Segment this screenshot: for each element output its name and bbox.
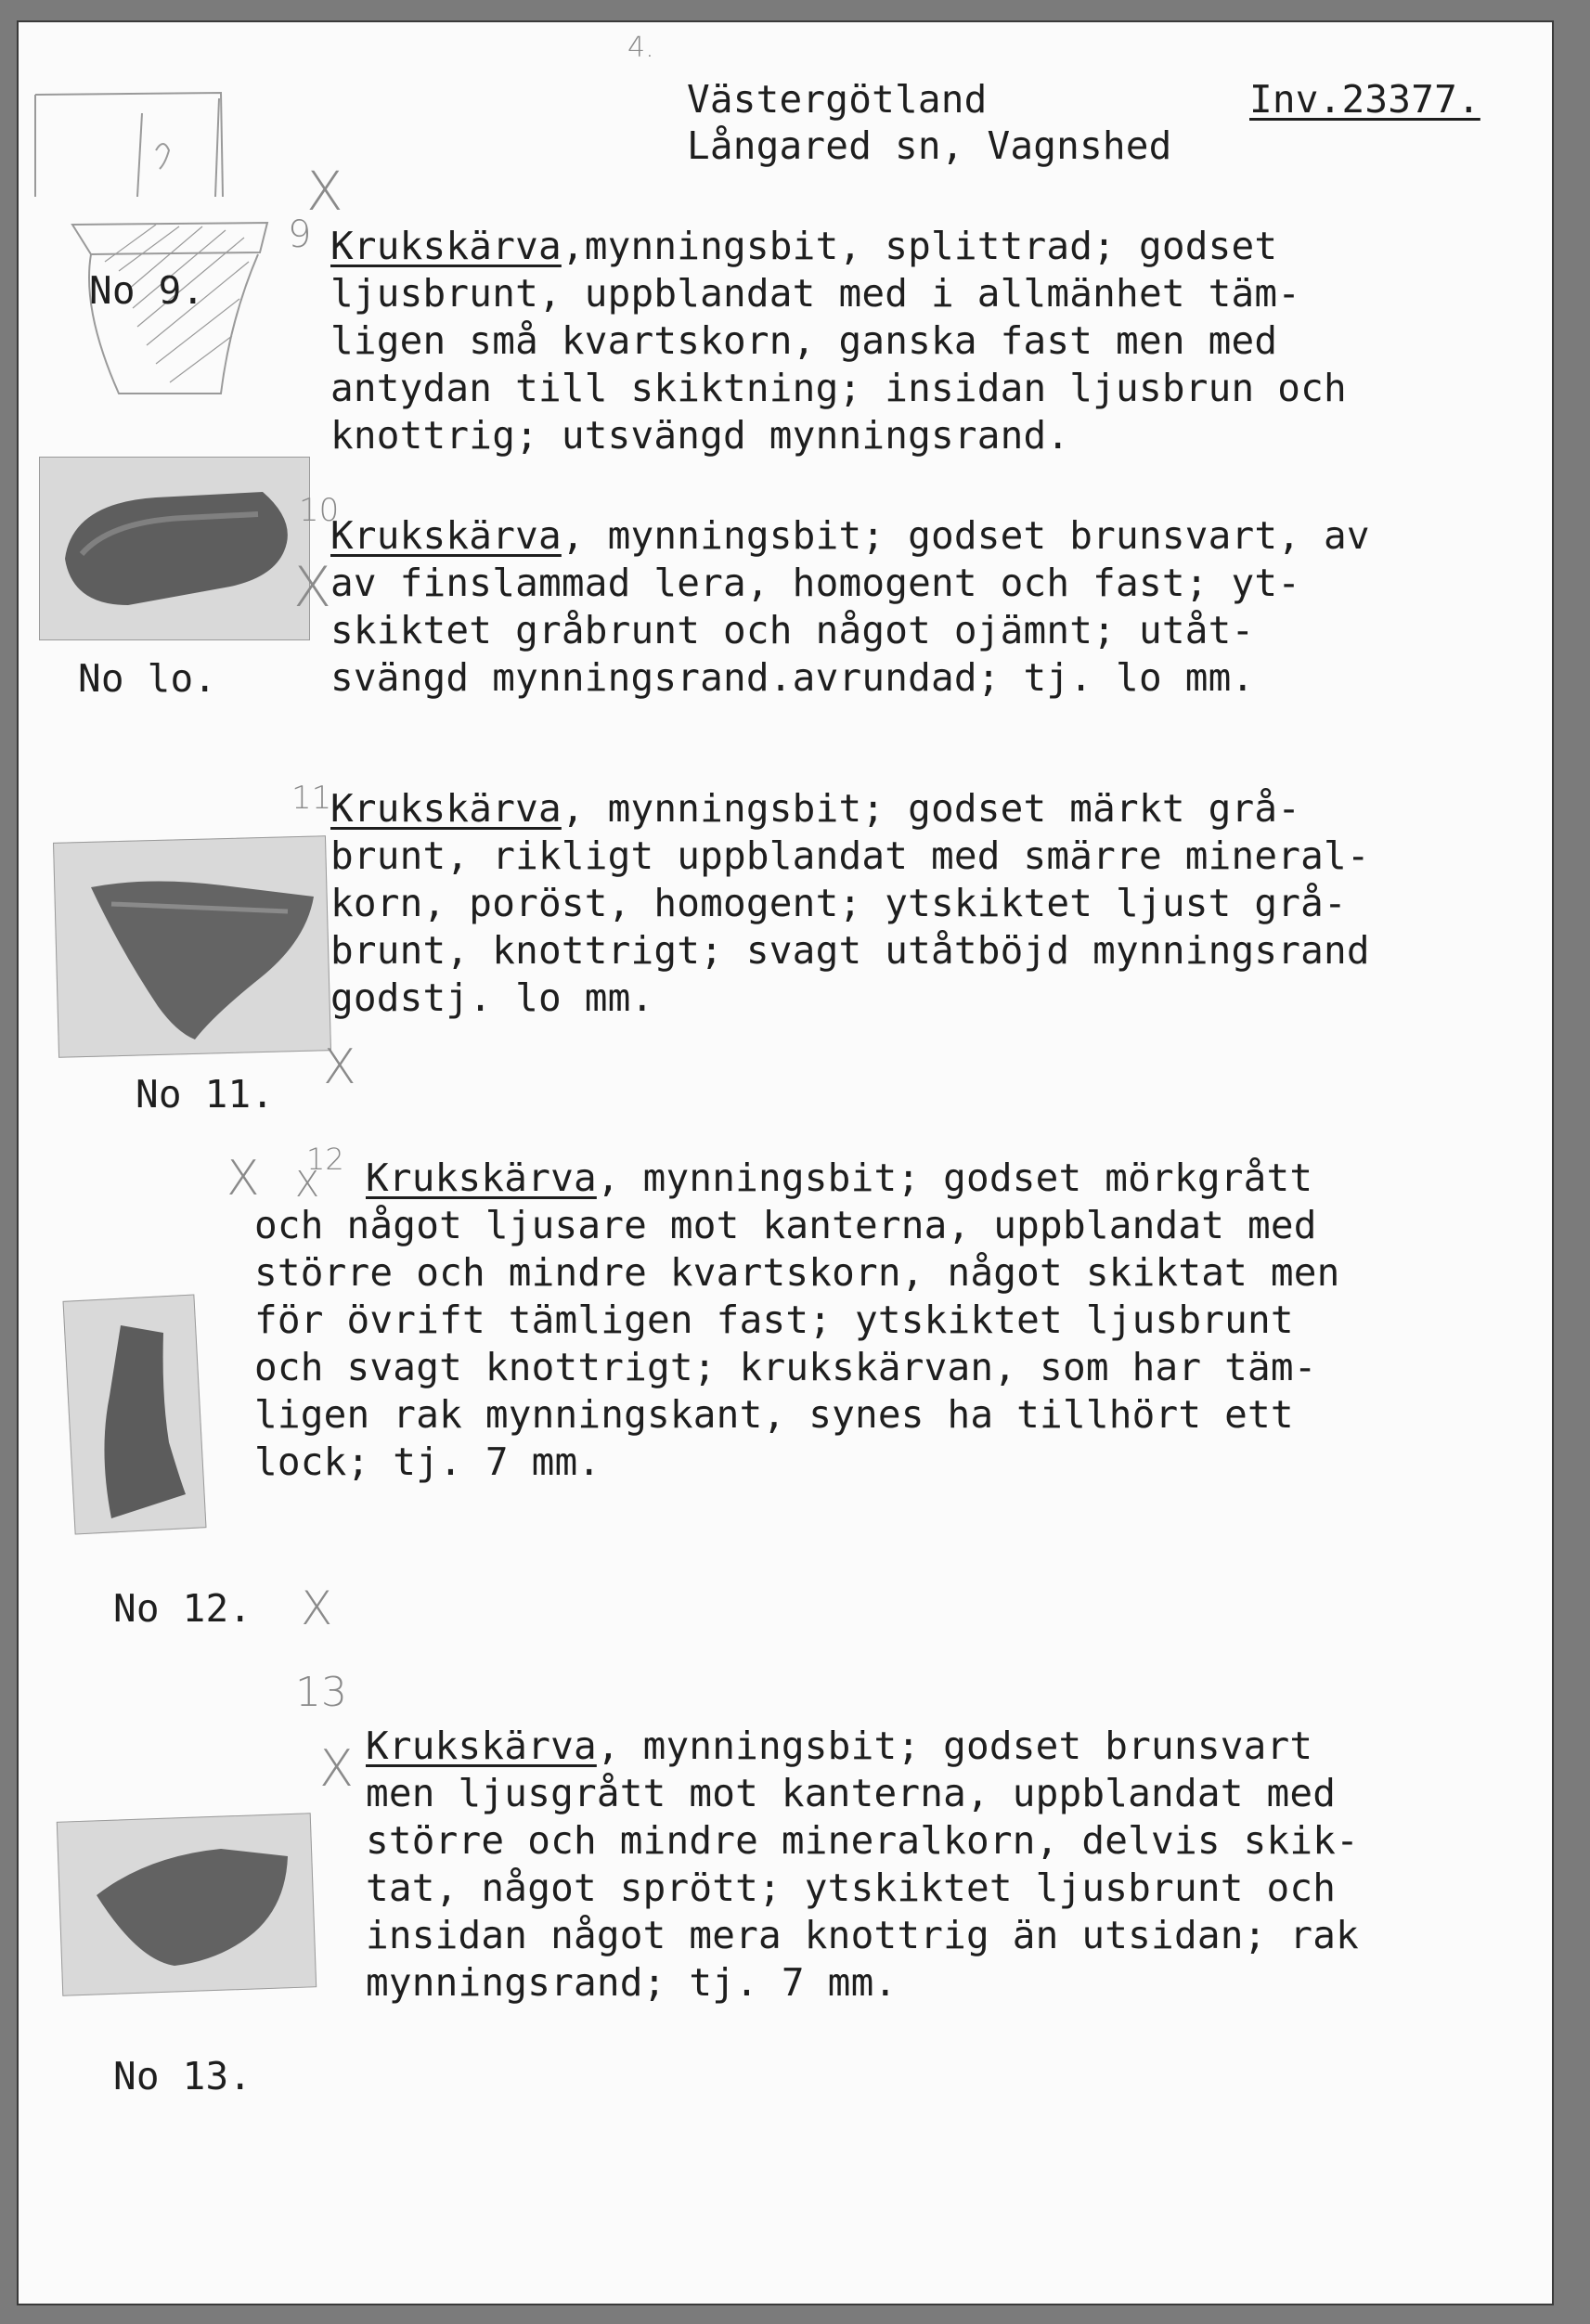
entry-12-title: Krukskärva bbox=[366, 1156, 597, 1200]
entry-9-line-1: ljusbrunt, uppblandat med i allmänhet täm- bbox=[330, 271, 1301, 316]
entry-10-title: Krukskärva bbox=[330, 513, 562, 558]
entry-12-line-1: och något ljusare mot kanterna, uppblandat med bbox=[254, 1203, 1317, 1247]
entry-10-line-1: av finslammad lera, homogent och fast; yt- bbox=[330, 561, 1301, 605]
entry-hand-number-12: 12 bbox=[306, 1142, 344, 1177]
entry-12-line-2: större och mindre kvartskorn, något skiktat men bbox=[254, 1250, 1340, 1295]
entry-9-line-4: knottrig; utsvängd mynningsrand. bbox=[330, 413, 1070, 458]
entry-10-line-3: svängd mynningsrand.avrundad; tj. lo mm. bbox=[330, 655, 1255, 700]
pot-sketch-icon bbox=[17, 58, 314, 447]
entry-9-line-3: antydan till skiktning; insidan ljusbrun och bbox=[330, 366, 1347, 410]
entry-12-line-3: för övrift tämligen fast; ytskiktet ljusbrunt bbox=[254, 1298, 1294, 1342]
entry-13-title: Krukskärva bbox=[366, 1724, 597, 1768]
entry-13-line-4: insidan något mera knottrig än utsidan; rak bbox=[366, 1913, 1360, 1957]
entry-hand-number-13: 13 bbox=[295, 1669, 347, 1716]
inventory-number: Inv.23377. bbox=[1249, 77, 1480, 122]
check-mark-11: X bbox=[323, 1039, 356, 1095]
entry-number-11: No 11. bbox=[136, 1072, 275, 1117]
entry-hand-number-9: 9 bbox=[288, 213, 312, 256]
sherd-image-10 bbox=[54, 466, 304, 633]
sherd-image-12 bbox=[84, 1312, 195, 1526]
entry-13-line-0: Krukskärva, mynningsbit; godset brunsvart bbox=[366, 1724, 1313, 1768]
entry-10-line-0: Krukskärva, mynningsbit; godset brunsvart, av bbox=[330, 513, 1370, 558]
entry-10-line-2: skiktet gråbrunt och något ojämnt; utåt- bbox=[330, 608, 1255, 652]
entry-13-line-5: mynningsrand; tj. 7 mm. bbox=[366, 1960, 898, 2005]
entry-hand-number-11: 11 bbox=[291, 780, 332, 817]
entry-11-line-2: korn, poröst, homogent; ytskiktet ljust grå- bbox=[330, 881, 1347, 925]
entry-12-line-6: lock; tj. 7 mm. bbox=[254, 1440, 601, 1484]
entry-11-line-1: brunt, rikligt uppblandat med smärre mineral- bbox=[330, 833, 1370, 878]
entry-12-line-0: Krukskärva, mynningsbit; godset mörkgrått bbox=[366, 1156, 1313, 1200]
check-mark-12c: X bbox=[301, 1582, 333, 1635]
check-mark-10: X bbox=[293, 555, 332, 620]
entry-13-line-1: men ljusgrått mot kanterna, uppblandat med bbox=[366, 1771, 1337, 1815]
entry-11-line-3: brunt, knottrigt; svagt utåtböjd mynningsrand bbox=[330, 928, 1370, 973]
catalog-card bbox=[17, 20, 1554, 2305]
page-mark: 4. bbox=[627, 32, 654, 64]
sherd-image-13 bbox=[82, 1830, 304, 1979]
check-mark-9: X bbox=[306, 160, 343, 223]
entry-12-line-4: och svagt knottrigt; krukskärvan, som har täm- bbox=[254, 1345, 1317, 1389]
entry-13-line-3: tat, något sprött; ytskiktet ljusbrunt och bbox=[366, 1866, 1337, 1910]
entry-number-13: No 13. bbox=[113, 2054, 252, 2098]
entry-9-line-0: Krukskärva,mynningsbit, splittrad; godset bbox=[330, 224, 1278, 268]
entry-11-line-0: Krukskärva, mynningsbit; godset märkt grå- bbox=[330, 786, 1301, 831]
entry-number-10: No lo. bbox=[78, 656, 217, 701]
entry-11-line-4: godstj. lo mm. bbox=[330, 975, 654, 1020]
header-region: Västergötland bbox=[687, 77, 988, 122]
header-parish: Långared sn, Vagnshed bbox=[687, 123, 1172, 168]
entry-hand-number-10: 10 bbox=[299, 492, 340, 529]
entry-11-title: Krukskärva bbox=[330, 786, 562, 831]
entry-number-9: No 9. bbox=[89, 268, 205, 313]
entry-9-title: Krukskärva bbox=[330, 224, 562, 268]
check-mark-12b: X bbox=[295, 1164, 320, 1205]
check-mark-12a: X bbox=[226, 1151, 260, 1207]
entry-number-12: No 12. bbox=[113, 1586, 252, 1631]
entry-12-line-5: ligen rak mynningskant, synes ha tillhört ett bbox=[254, 1392, 1294, 1437]
entry-13-line-2: större och mindre mineralkorn, delvis skik- bbox=[366, 1818, 1360, 1863]
check-mark-13: X bbox=[319, 1739, 354, 1798]
entry-9-line-2: ligen små kvartskorn, ganska fast men med bbox=[330, 318, 1278, 363]
sherd-image-11 bbox=[74, 867, 325, 1052]
